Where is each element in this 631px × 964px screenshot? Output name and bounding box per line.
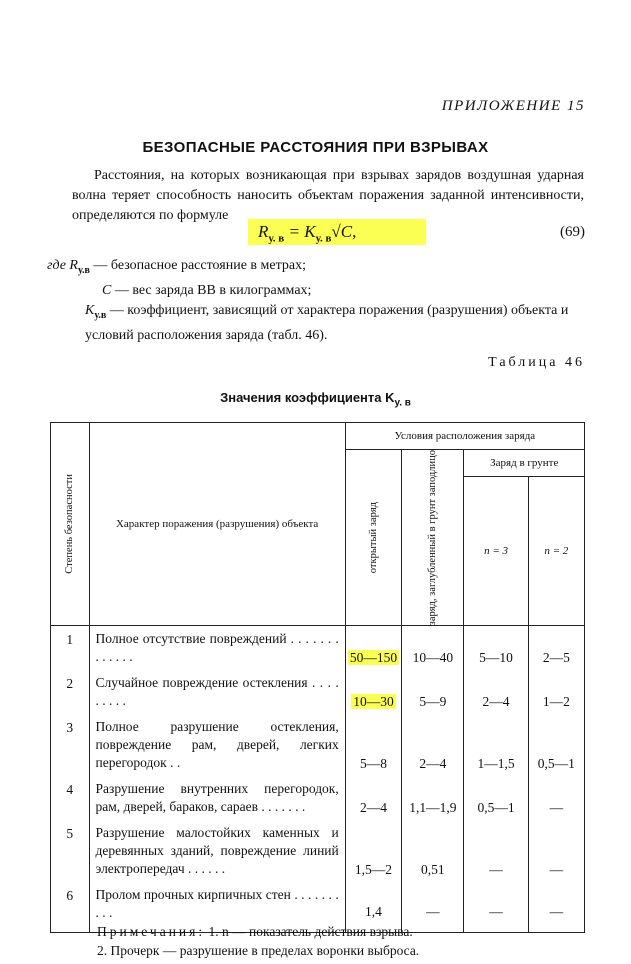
table-caption: Значения коэффициента $K_{у. в}$ (220, 390, 411, 409)
header-in-ground: Заряд в грунте (464, 450, 585, 477)
row-description: Полное разрушение остекления, повреждение рам, дверей, легких перегородок . . (89, 714, 345, 776)
cell-n2: — (528, 820, 584, 882)
cell-open (345, 670, 401, 714)
cell-n2: 0,5—1 (528, 714, 584, 776)
cell-n2: 1—2 (528, 670, 584, 714)
formula: $R_{у. в} = K_{у. в}√C$, (258, 222, 357, 245)
definition-k: $K_{у.в}$ — коэффициент, зависящий от характера поражения (разрушения) объекта и условий расположения заряда (табл. 46). (85, 302, 569, 343)
header-n2: n = 2 (528, 477, 584, 626)
header-degree: Степень безопасности (51, 423, 90, 626)
highlighted-value: 50—150 (349, 650, 398, 666)
definition-r: где $R_{у.в}$ — безопасное расстояние в метрах; (47, 258, 306, 276)
row-number: 5 (51, 820, 90, 882)
row-description: Пролом прочных кирпичных стен . . . . . . . . . . (89, 882, 345, 933)
variable-definitions (47, 256, 583, 346)
cell-n3: 1—1,5 (464, 714, 528, 776)
definition-c: C — вес заряда ВВ в килограммах; (102, 282, 312, 298)
cell-buried: 0,51 (402, 820, 464, 882)
row-description: Разрушение малостойких каменных и деревянных зданий, повреждение линий электропередач . . . . . . (89, 820, 345, 882)
table-notes (97, 922, 419, 960)
row-description: Полное отсутствие повреждений . . . . . . . . . . . . . (89, 626, 345, 671)
equation-number: (69) (560, 224, 585, 240)
cell-n2: — (528, 776, 584, 820)
note-line-2: 2. Прочерк — разрушение в пределах воронки выброса. (97, 943, 420, 958)
cell-n3: 5—10 (464, 626, 528, 671)
page-title: БЕЗОПАСНЫЕ РАССТОЯНИЯ ПРИ ВЗРЫВАХ (142, 139, 489, 156)
highlighted-value: 10—30 (353, 694, 394, 710)
row-number: 2 (51, 670, 90, 714)
cell-n3: 0,5—1 (464, 776, 528, 820)
row-number: 3 (51, 714, 90, 776)
cell-open (345, 626, 401, 671)
cell-n2: 2—5 (528, 626, 584, 671)
cell-n2: — (528, 882, 584, 933)
cell-open: 2—4 (345, 776, 401, 820)
row-number: 4 (51, 776, 90, 820)
cell-open: 1,5—2 (345, 820, 401, 882)
appendix-heading: ПРИЛОЖЕНИЕ 15 (441, 98, 585, 114)
coefficient-table (50, 422, 585, 933)
header-buried-charge: заряд, заглубленный в грунт заподлицо (402, 450, 464, 626)
row-description: Случайное повреждение остекления . . . . . . . . . (89, 670, 345, 714)
header-character: Характер поражения (разрушения) объекта (89, 423, 345, 626)
cell-buried: 1,1—1,9 (402, 776, 464, 820)
intro-paragraph: Расстояния, на которых возникающая при взрывах зарядов воздушная ударная волна теряет способность наносить объектам поражения заданной интенсивности, определяются по формуле (72, 168, 584, 223)
header-n3: n = 3 (464, 477, 528, 626)
cell-open: 1,4 (345, 882, 401, 933)
cell-n3: — (464, 882, 528, 933)
row-number: 1 (51, 626, 90, 671)
table-row (51, 820, 585, 882)
table-row (51, 714, 585, 776)
cell-open: 5—8 (345, 714, 401, 776)
note-line-1: Примечания: 1. n — показатель действия взрыва. (97, 924, 413, 939)
table-row (51, 776, 585, 820)
cell-buried: 2—4 (402, 714, 464, 776)
cell-buried: 5—9 (402, 670, 464, 714)
header-conditions: Условия расположения заряда (345, 423, 584, 450)
cell-buried: — (402, 882, 464, 933)
cell-buried: 10—40 (402, 626, 464, 671)
header-open-charge: открытый заряд (345, 450, 401, 626)
table-row (51, 670, 585, 714)
table-row (51, 626, 585, 671)
cell-n3: — (464, 820, 528, 882)
cell-n3: 2—4 (464, 670, 528, 714)
row-description: Разрушение внутренних перегородок, рам, дверей, бараков, сараев . . . . . . . (89, 776, 345, 820)
row-number: 6 (51, 882, 90, 933)
table-number: Таблица 46 (488, 355, 585, 370)
